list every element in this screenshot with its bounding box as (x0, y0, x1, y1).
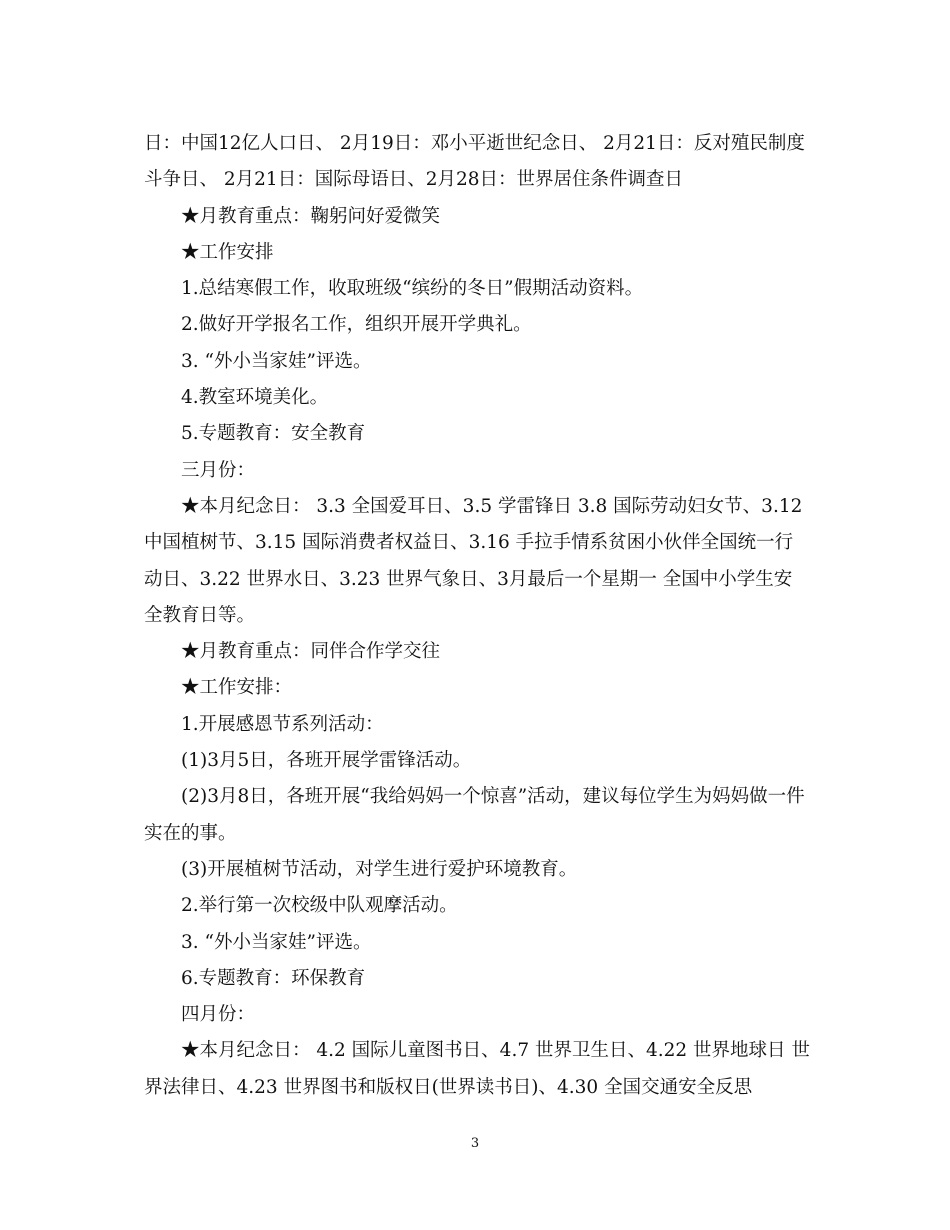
paragraph-work-arrangement-heading-feb: ★工作安排 (181, 241, 274, 263)
paragraph-work-item: 5.专题教育：安全教育 (181, 423, 366, 445)
paragraph-work-item: 1.开展感恩节系列活动： (181, 713, 384, 735)
paragraph-work-item: 3. “外小当家娃”评选。 (181, 931, 372, 953)
paragraph-education-focus-feb: ★月教育重点：鞠躬问好爱微笑 (181, 205, 441, 227)
paragraph-work-subitem: (3)开展植树节活动，对学生进行爱护环境教育。 (181, 858, 578, 880)
paragraph-work-item: 2.举行第一次校级中队观摩活动。 (181, 895, 458, 917)
paragraph-work-item: 1.总结寒假工作，收取班级“缤纷的冬日”假期活动资料。 (181, 278, 644, 300)
paragraph-work-item: 2.做好开学报名工作，组织开展开学典礼。 (181, 314, 532, 336)
paragraph-commemoration-days-march: ★本月纪念日： 3.3 全国爱耳日、3.5 学雷锋日 3.8 国际劳动妇女节、3.12 中国植树节、3.15 国际消费者权益日、3.16 手拉手情系贫困小伙伴全国统一行动日、3.22 世界水日、3.23 世界气象日、3月最后一个星期一 全国中小学生安全教育日等。 (144, 495, 803, 626)
paragraph-education-focus-march: ★月教育重点：同伴合作学交往 (181, 641, 441, 663)
paragraph-work-item: 4.教室环境美化。 (181, 387, 329, 409)
document-body (144, 126, 810, 1106)
paragraph-work-item: 3. “外小当家娃”评选。 (181, 350, 372, 372)
section-heading-march: 三月份： (181, 459, 256, 481)
paragraph-commemoration-days-april: ★本月纪念日： 4.2 国际儿童图书日、4.7 世界卫生日、4.22 世界地球日 世界法律日、4.23 世界图书和版权日(世界读书日)、4.30 全国交通安全反思 (144, 1040, 810, 1098)
paragraph-work-subitem: (1)3月5日，各班开展学雷锋活动。 (181, 750, 472, 772)
paragraph-commemoration-days-feb: 日：中国12亿人口日、 2月19日：邓小平逝世纪念日、 2月21日：反对殖民制度斗争日、 2月21日：国际母语日、2月28日：世界居住条件调查日 (144, 133, 805, 191)
page-number: 3 (470, 1136, 480, 1151)
paragraph-work-arrangement-heading-march: ★工作安排： (181, 677, 293, 699)
paragraph-work-item: 6.专题教育：环保教育 (181, 967, 366, 989)
paragraph-work-subitem: (2)3月8日，各班开展“我给妈妈一个惊喜”活动，建议每位学生为妈妈做一件实在的事。 (144, 786, 805, 844)
section-heading-april: 四月份： (181, 1004, 256, 1026)
